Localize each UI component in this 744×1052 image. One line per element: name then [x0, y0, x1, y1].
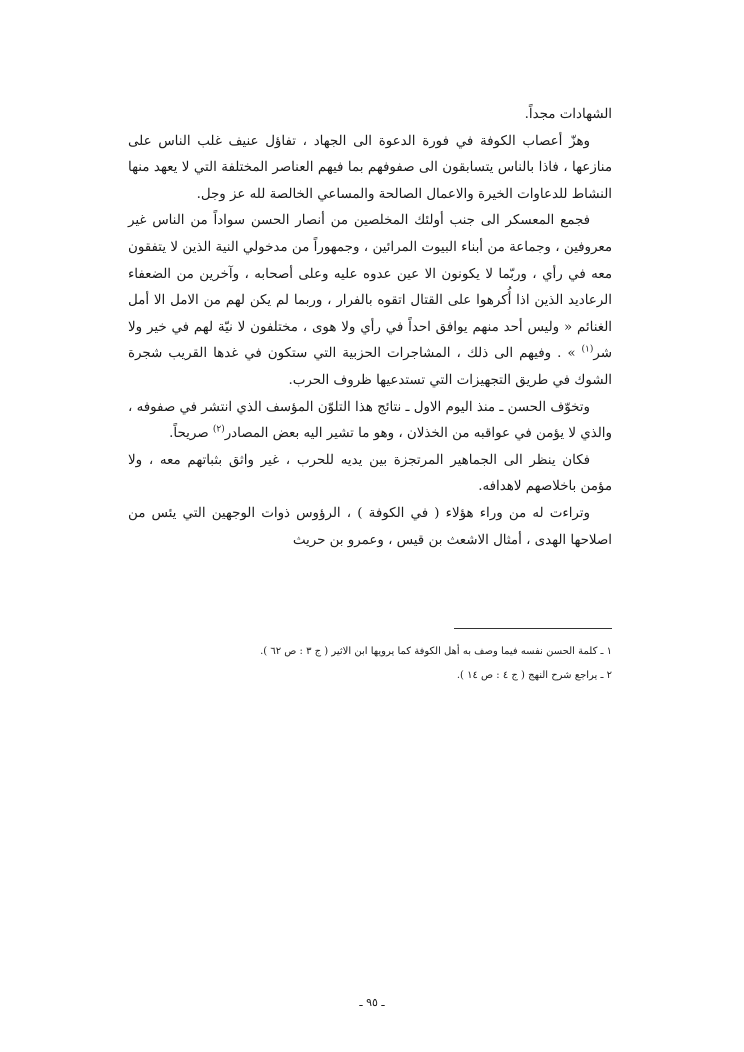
paragraph-6: وتراءت له من وراء هؤلاء ( في الكوفة ) ، الرؤوس ذوات الوجهين التي يئس من اصلاحها الهدى ، أمثال الاشعث بن قيس ، وعمرو بن حريث	[128, 505, 612, 548]
paragraph-3-text-a: فجمع المعسكر الى جنب أولئك المخلصين من أنصار الحسن سواداً من الناس غير معروفين ، وجماعة من أبناء البيوت المرائين ، وجمهوراً من مدخولي النية الذين لا يتفقون معه في رأي ، وربّما لا يكونون الا عين عدوه عليه وعلى أصحابه ، وآخرين من الضعفاء الرعاديد الذين اذا أُكرهوا على القتال اتقوه بالفرار ، وربما لم يكن لهم من الامل الا أمل الغنائم « وليس أحد منهم يوافق احداً في رأي ولا هوى ، مختلفون لا نيّة لهم في خير ولا شر	[128, 213, 612, 362]
paragraph-5: فكان ينظر الى الجماهير المرتجزة بين يديه للحرب ، غير واثق بثباتهم معه ، ولا مؤمن باخلاصهم لاهدافه.	[128, 452, 612, 495]
paragraph-3	[128, 208, 612, 394]
footnote-ref-1: (١)	[581, 344, 594, 355]
paragraph-1: الشهادات مجداً.	[524, 107, 612, 122]
paragraph-4-text-a: وتخوّف الحسن ـ منذ اليوم الاول ـ نتائج هذا التلوّن المؤسف الذي انتشر في صفوفه ، والذي لا يؤمن في عواقبه من الخذلان ، وهو ما تشير اليه بعض المصادر	[127, 399, 612, 442]
footnote-ref-2: (٢)	[212, 424, 225, 435]
footnote-separator	[454, 628, 612, 629]
footnote-1: ١ ـ كلمة الحسن نفسه فيما وصف به أهل الكوفة كما يرويها ابن الاثير ( ج ٣ : ص ٦٢ ).	[260, 646, 612, 657]
main-text	[128, 102, 612, 554]
paragraph-4-text-b: صريحاً.	[169, 426, 213, 442]
page-number: ـ ٩٥ ـ	[359, 996, 385, 1009]
footnote-2: ٢ ـ يراجع شرح النهج ( ج ٤ : ص ١٤ ).	[456, 670, 612, 681]
paragraph-4	[128, 395, 612, 448]
paragraph-3-text-b: » . وفيهم الى ذلك ، المشاجرات الحزبية التي ستكون في غدها القريب شجرة الشوك في طريق التجهيزات التي تستدعيها ظروف الحرب.	[128, 346, 612, 388]
footnotes	[200, 640, 612, 688]
paragraph-2: وهزّ أعصاب الكوفة في فورة الدعوة الى الجهاد ، تفاؤل عنيف غلب الناس على منازعها ، فاذا بالناس يتسابقون الى صفوفهم بما فيهم العناصر المختلفة التي لا يعهد منها النشاط للدعاوات الخيرة والاعمال الصالحة والمساعي الخالصة لله عز وجل.	[128, 133, 612, 202]
